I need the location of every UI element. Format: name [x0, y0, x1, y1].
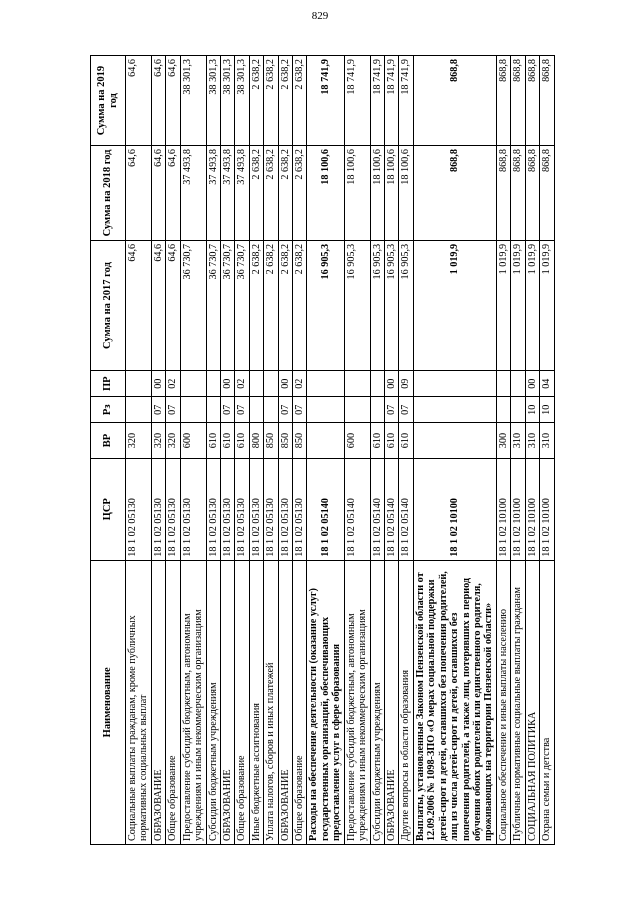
row-sum-2019: 18 741,9	[399, 56, 413, 146]
row-pr: 00	[385, 371, 399, 397]
row-sum-2019: 38 301,3	[180, 56, 206, 146]
row-csr: 18 1 02 05140	[370, 458, 384, 560]
row-csr: 18 1 02 10100	[511, 458, 525, 560]
header-sum-2017: Сумма на 2017 год	[91, 240, 126, 370]
row-sum-2017: 16 905,3	[399, 240, 413, 370]
row-rz	[307, 397, 344, 423]
row-name: Другие вопросы в области образования	[399, 560, 413, 844]
row-rz: 07	[385, 397, 399, 423]
row-name: Предоставление субсидий бюджетным, автономным учреждениям и иным некоммерческим организациям	[344, 560, 370, 844]
row-vr: 850	[278, 423, 292, 459]
row-pr: 00	[151, 371, 165, 397]
row-sum-2019: 868,8	[540, 56, 554, 146]
row-vr	[307, 423, 344, 459]
budget-table-container	[90, 55, 590, 845]
table-row	[180, 56, 206, 845]
table-row	[344, 56, 370, 845]
row-sum-2017: 2 638,2	[249, 240, 263, 370]
row-sum-2017: 36 730,7	[235, 240, 249, 370]
row-sum-2017: 36 730,7	[180, 240, 206, 370]
row-sum-2017: 36 730,7	[220, 240, 234, 370]
row-name: Расходы на обеспечение деятельности (оказание услуг) государственных организаций, обеспечивающих предоставление услуг в сфере образования	[307, 560, 344, 844]
table-row	[220, 56, 234, 845]
row-pr: 02	[293, 371, 307, 397]
row-name: Публичные нормативные социальные выплаты гражданам	[511, 560, 525, 844]
row-sum-2019: 38 301,3	[235, 56, 249, 146]
row-sum-2017: 1 019,9	[413, 240, 496, 370]
table-row	[370, 56, 384, 845]
row-sum-2017: 1 019,9	[540, 240, 554, 370]
row-sum-2018: 18 100,6	[385, 146, 399, 241]
table-row	[293, 56, 307, 845]
row-sum-2018: 64,6	[126, 146, 152, 241]
row-sum-2019: 38 301,3	[206, 56, 220, 146]
row-sum-2018: 37 493,8	[235, 146, 249, 241]
row-name: СОЦИАЛЬНАЯ ПОЛИТИКА	[525, 560, 539, 844]
table-body	[126, 56, 555, 845]
row-vr: 610	[235, 423, 249, 459]
row-vr: 310	[525, 423, 539, 459]
row-rz: 07	[235, 397, 249, 423]
table-row	[278, 56, 292, 845]
row-name: Социальное обеспечение и иные выплаты населению	[496, 560, 510, 844]
row-pr	[264, 371, 278, 397]
row-name: Охрана семьи и детства	[540, 560, 554, 844]
row-sum-2019: 64,6	[151, 56, 165, 146]
row-sum-2019: 2 638,2	[264, 56, 278, 146]
row-rz: 07	[151, 397, 165, 423]
row-name: Общее образование	[293, 560, 307, 844]
header-rz: Рз	[91, 397, 126, 423]
row-name: ОБРАЗОВАНИЕ	[151, 560, 165, 844]
row-sum-2017: 1 019,9	[496, 240, 510, 370]
row-name: Общее образование	[166, 560, 180, 844]
row-pr: 00	[525, 371, 539, 397]
table-row	[235, 56, 249, 845]
row-sum-2017: 2 638,2	[293, 240, 307, 370]
row-vr: 320	[166, 423, 180, 459]
row-csr: 18 1 02 05130	[126, 458, 152, 560]
row-sum-2019: 868,8	[413, 56, 496, 146]
row-sum-2019: 18 741,9	[307, 56, 344, 146]
row-sum-2019: 18 741,9	[344, 56, 370, 146]
row-csr: 18 1 02 05130	[180, 458, 206, 560]
row-sum-2017: 64,6	[166, 240, 180, 370]
row-vr: 600	[180, 423, 206, 459]
row-pr	[496, 371, 510, 397]
row-sum-2018: 18 100,6	[307, 146, 344, 241]
row-csr: 18 1 02 05130	[278, 458, 292, 560]
row-sum-2019: 38 301,3	[220, 56, 234, 146]
row-name: ОБРАЗОВАНИЕ	[385, 560, 399, 844]
row-csr: 18 1 02 05130	[264, 458, 278, 560]
row-rz: 07	[278, 397, 292, 423]
row-rz	[413, 397, 496, 423]
row-vr: 310	[540, 423, 554, 459]
row-sum-2018: 2 638,2	[249, 146, 263, 241]
row-name: Предоставление субсидий бюджетным, автономным учреждениям и иным некоммерческим организациям	[180, 560, 206, 844]
row-name: Общее образование	[235, 560, 249, 844]
header-vr: ВР	[91, 423, 126, 459]
row-sum-2018: 2 638,2	[293, 146, 307, 241]
row-csr: 18 1 02 05130	[151, 458, 165, 560]
row-sum-2018: 18 100,6	[399, 146, 413, 241]
table-row	[540, 56, 554, 845]
row-sum-2019: 2 638,2	[278, 56, 292, 146]
row-rz	[206, 397, 220, 423]
row-sum-2017: 64,6	[151, 240, 165, 370]
row-pr: 00	[220, 371, 234, 397]
row-sum-2019: 868,8	[496, 56, 510, 146]
row-csr: 18 1 02 05140	[344, 458, 370, 560]
row-vr: 610	[206, 423, 220, 459]
row-name: Иные бюджетные ассигнования	[249, 560, 263, 844]
table-row	[496, 56, 510, 845]
row-sum-2019: 18 741,9	[385, 56, 399, 146]
row-sum-2017: 2 638,2	[264, 240, 278, 370]
table-row	[413, 56, 496, 845]
row-sum-2018: 37 493,8	[220, 146, 234, 241]
row-name: Субсидии бюджетным учреждениям	[370, 560, 384, 844]
row-sum-2018: 18 100,6	[370, 146, 384, 241]
row-rz	[180, 397, 206, 423]
row-rz: 07	[220, 397, 234, 423]
row-csr: 18 1 02 10100	[496, 458, 510, 560]
row-vr: 610	[399, 423, 413, 459]
table-row	[126, 56, 152, 845]
row-name: ОБРАЗОВАНИЕ	[278, 560, 292, 844]
row-sum-2018: 2 638,2	[278, 146, 292, 241]
row-rz	[370, 397, 384, 423]
row-csr: 18 1 02 10100	[540, 458, 554, 560]
row-vr: 610	[220, 423, 234, 459]
row-vr: 320	[126, 423, 152, 459]
row-sum-2019: 868,8	[525, 56, 539, 146]
row-sum-2018: 868,8	[413, 146, 496, 241]
header-name: Наименование	[91, 560, 126, 844]
row-sum-2019: 64,6	[126, 56, 152, 146]
table-header-row	[91, 56, 126, 845]
row-sum-2017: 16 905,3	[385, 240, 399, 370]
row-sum-2018: 64,6	[151, 146, 165, 241]
row-csr: 18 1 02 05130	[220, 458, 234, 560]
row-sum-2017: 1 019,9	[511, 240, 525, 370]
row-rz	[126, 397, 152, 423]
row-vr: 850	[293, 423, 307, 459]
row-pr: 02	[235, 371, 249, 397]
row-pr	[249, 371, 263, 397]
header-sum-2019: Сумма на 2019 год	[91, 56, 126, 146]
row-sum-2018: 37 493,8	[206, 146, 220, 241]
row-csr: 18 1 02 05140	[307, 458, 344, 560]
row-pr: 00	[278, 371, 292, 397]
row-sum-2018: 868,8	[540, 146, 554, 241]
row-vr: 320	[151, 423, 165, 459]
row-csr: 18 1 02 05140	[399, 458, 413, 560]
table-row	[264, 56, 278, 845]
table-row	[206, 56, 220, 845]
row-rz	[249, 397, 263, 423]
row-pr	[307, 371, 344, 397]
row-sum-2018: 868,8	[525, 146, 539, 241]
header-sum-2018: Сумма на 2018 год	[91, 146, 126, 241]
row-rz	[344, 397, 370, 423]
row-rz: 10	[525, 397, 539, 423]
table-row	[151, 56, 165, 845]
row-vr: 310	[511, 423, 525, 459]
row-csr: 18 1 02 05140	[385, 458, 399, 560]
row-vr: 850	[264, 423, 278, 459]
row-pr: 09	[399, 371, 413, 397]
table-row	[525, 56, 539, 845]
row-csr: 18 1 02 10100	[525, 458, 539, 560]
row-rz	[496, 397, 510, 423]
row-rz: 07	[399, 397, 413, 423]
row-sum-2017: 16 905,3	[370, 240, 384, 370]
row-rz: 07	[293, 397, 307, 423]
row-sum-2019: 18 741,9	[370, 56, 384, 146]
row-vr: 300	[496, 423, 510, 459]
row-csr: 18 1 02 05130	[293, 458, 307, 560]
row-rz: 07	[166, 397, 180, 423]
table-row	[399, 56, 413, 845]
row-name: ОБРАЗОВАНИЕ	[220, 560, 234, 844]
table-row	[249, 56, 263, 845]
table-row	[385, 56, 399, 845]
row-sum-2019: 64,6	[166, 56, 180, 146]
row-sum-2018: 18 100,6	[344, 146, 370, 241]
row-pr	[180, 371, 206, 397]
row-pr: 04	[540, 371, 554, 397]
table-row	[307, 56, 344, 845]
row-sum-2017: 16 905,3	[307, 240, 344, 370]
table-row	[166, 56, 180, 845]
row-pr	[126, 371, 152, 397]
row-vr: 610	[385, 423, 399, 459]
row-sum-2018: 64,6	[166, 146, 180, 241]
row-sum-2017: 16 905,3	[344, 240, 370, 370]
row-sum-2018: 868,8	[496, 146, 510, 241]
row-pr	[344, 371, 370, 397]
row-rz	[511, 397, 525, 423]
row-pr	[413, 371, 496, 397]
row-pr	[206, 371, 220, 397]
row-csr: 18 1 02 05130	[249, 458, 263, 560]
row-sum-2017: 64,6	[126, 240, 152, 370]
header-csr: ЦСР	[91, 458, 126, 560]
table-row	[511, 56, 525, 845]
header-pr: ПР	[91, 371, 126, 397]
row-sum-2018: 868,8	[511, 146, 525, 241]
row-csr: 18 1 02 10100	[413, 458, 496, 560]
row-pr	[511, 371, 525, 397]
row-sum-2017: 36 730,7	[206, 240, 220, 370]
row-pr: 02	[166, 371, 180, 397]
row-sum-2018: 2 638,2	[264, 146, 278, 241]
row-vr: 600	[344, 423, 370, 459]
row-sum-2019: 2 638,2	[249, 56, 263, 146]
row-name: Уплата налогов, сборов и иных платежей	[264, 560, 278, 844]
row-vr: 800	[249, 423, 263, 459]
row-csr: 18 1 02 05130	[206, 458, 220, 560]
row-vr: 610	[370, 423, 384, 459]
page-number: 829	[311, 10, 329, 22]
row-name: Выплаты, установленные Законом Пензенской области от 12.09.2006 № 1098-ЗПО «О мерах социальной поддержки детей-сирот и детей, оставшихся без попечения родителей, лиц из числа детей-сирот и детей, оставшихся без попечения родителей, а также лиц, потерявших в период обучения обоих родителей или единственного родителя, проживающих на территории Пензенской области»	[413, 560, 496, 844]
row-sum-2018: 37 493,8	[180, 146, 206, 241]
row-rz: 10	[540, 397, 554, 423]
row-csr: 18 1 02 05130	[235, 458, 249, 560]
row-pr	[370, 371, 384, 397]
row-csr: 18 1 02 05130	[166, 458, 180, 560]
row-rz	[264, 397, 278, 423]
row-name: Субсидии бюджетным учреждениям	[206, 560, 220, 844]
row-vr	[413, 423, 496, 459]
row-sum-2017: 1 019,9	[525, 240, 539, 370]
budget-table	[90, 55, 555, 845]
row-name: Социальные выплаты гражданам, кроме публичных нормативных социальных выплат	[126, 560, 152, 844]
row-sum-2019: 2 638,2	[293, 56, 307, 146]
row-sum-2019: 868,8	[511, 56, 525, 146]
row-sum-2017: 2 638,2	[278, 240, 292, 370]
